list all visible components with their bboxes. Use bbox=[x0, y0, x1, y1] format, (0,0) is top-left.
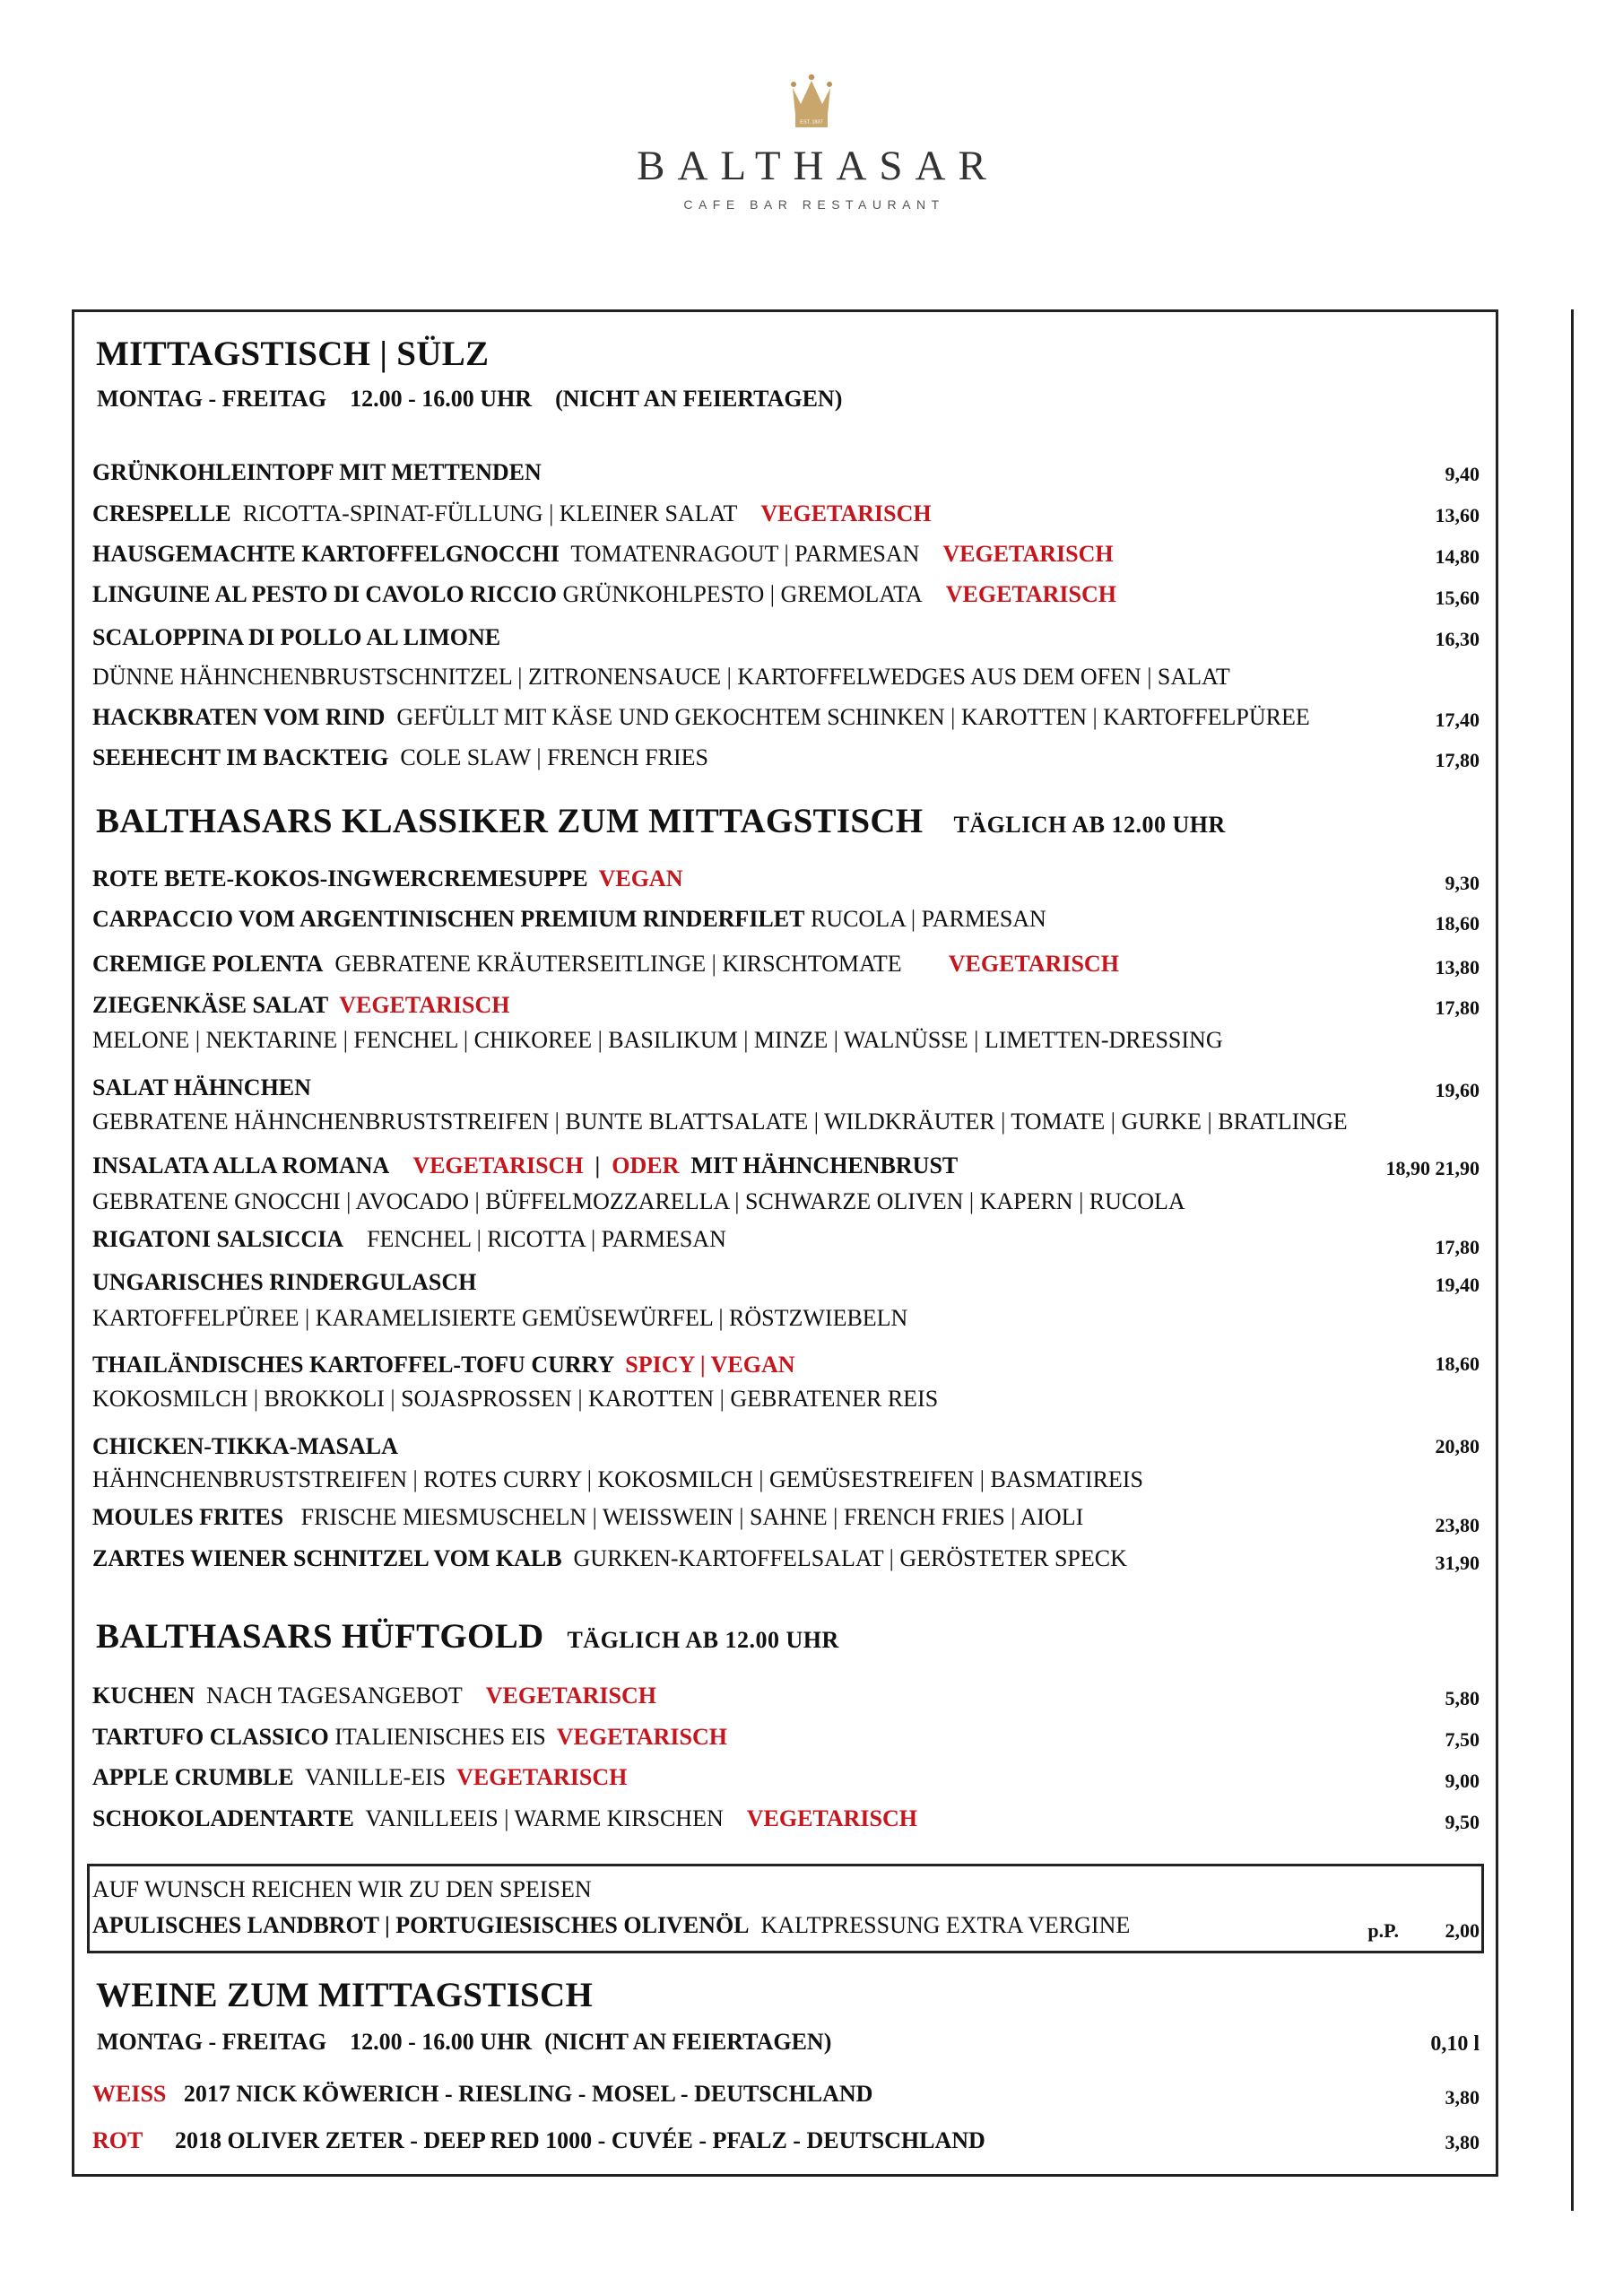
menu-item: CHICKEN-TIKKA-MASALA bbox=[92, 1433, 398, 1459]
item-description: KARTOFFELPÜREE | KARAMELISIERTE GEMÜSEWÜRFEL | RÖSTZWIEBELN bbox=[92, 1305, 908, 1331]
menu-item: INSALATA ALLA ROMANA VEGETARISCH | ODER MIT HÄHNCHENBRUST bbox=[92, 1152, 959, 1178]
item-price: 17,80 bbox=[1435, 749, 1480, 771]
item-price: 19,40 bbox=[1435, 1274, 1480, 1296]
menu-item: SCHOKOLADENTARTE VANILLEEIS | WARME KIRSCHEN VEGETARISCH bbox=[92, 1805, 917, 1831]
item-price: 9,40 bbox=[1445, 463, 1480, 485]
item-price: 16,30 bbox=[1435, 628, 1480, 650]
svg-text:EST. 1837: EST. 1837 bbox=[800, 119, 823, 126]
menu-item: SEEHECHT IM BACKTEIG COLE SLAW | FRENCH FRIES bbox=[92, 744, 708, 770]
menu-item: TARTUFO CLASSICO ITALIENISCHES EIS VEGETARISCH bbox=[92, 1724, 727, 1750]
menu-item: CRESPELLE RICOTTA-SPINAT-FÜLLUNG | KLEINER SALAT VEGETARISCH bbox=[92, 500, 932, 526]
bread-notice: AUF WUNSCH REICHEN WIR ZU DEN SPEISEN bbox=[92, 1876, 592, 1902]
menu-item: LINGUINE AL PESTO DI CAVOLO RICCIO GRÜNKOHLPESTO | GREMOLATA VEGETARISCH bbox=[92, 581, 1116, 607]
menu-item: ROTE BETE-KOKOS-INGWERCREMESUPPE VEGAN bbox=[92, 865, 683, 891]
menu-item: RIGATONI SALSICCIA FENCHEL | RICOTTA | PARMESAN bbox=[92, 1226, 726, 1252]
item-description: MELONE | NEKTARINE | FENCHEL | CHIKOREE | BASILIKUM | MINZE | WALNÜSSE | LIMETTEN-DRESSING bbox=[92, 1027, 1223, 1053]
menu-item: ZIEGENKÄSE SALAT VEGETARISCH bbox=[92, 992, 510, 1018]
menu-item: CARPACCIO VOM ARGENTINISCHEN PREMIUM RINDERFILET RUCOLA | PARMESAN bbox=[92, 906, 1046, 932]
brand-tagline: CAFE BAR RESTAURANT bbox=[683, 197, 945, 212]
item-price: 20,80 bbox=[1435, 1435, 1480, 1457]
item-price: 9,30 bbox=[1445, 872, 1480, 894]
item-price: 18,90 21,90 bbox=[1385, 1157, 1480, 1179]
menu-item: CREMIGE POLENTA GEBRATENE KRÄUTERSEITLINGE | KIRSCHTOMATE VEGETARISCH bbox=[92, 951, 1119, 977]
menu-item: THAILÄNDISCHES KARTOFFEL-TOFU CURRY SPICY | VEGAN bbox=[92, 1352, 795, 1378]
section-title-klassiker: BALTHASARS KLASSIKER ZUM MITTAGSTISCH TÄGLICH AB 12.00 UHR bbox=[96, 802, 1226, 840]
item-price: 31,90 bbox=[1435, 1552, 1480, 1574]
item-price: 14,80 bbox=[1435, 545, 1480, 568]
brand-name: BALTHASAR bbox=[637, 143, 999, 189]
item-price: 18,60 bbox=[1435, 1352, 1480, 1375]
bread-price: 2,00 bbox=[1445, 1919, 1480, 1942]
item-description: KOKOSMILCH | BROKKOLI | SOJASPROSSEN | KAROTTEN | GEBRATENER REIS bbox=[92, 1386, 939, 1412]
crown-icon bbox=[789, 74, 834, 129]
menu-item: KUCHEN NACH TAGESANGEBOT VEGETARISCH bbox=[92, 1683, 656, 1709]
menu-item: MOULES FRITES FRISCHE MIESMUSCHELN | WEISSWEIN | SAHNE | FRENCH FRIES | AIOLI bbox=[92, 1504, 1084, 1530]
menu-item: SCALOPPINA DI POLLO AL LIMONE bbox=[92, 624, 501, 650]
item-description: GEBRATENE HÄHNCHENBRUSTSTREIFEN | BUNTE BLATTSALATE | WILDKRÄUTER | TOMATE | GURKE | BRATLINGE bbox=[92, 1109, 1348, 1135]
item-price: 18,60 bbox=[1435, 912, 1480, 935]
bread-item: APULISCHES LANDBROT | PORTUGIESISCHES OLIVENÖL KALTPRESSUNG EXTRA VERGINE bbox=[92, 1912, 1131, 1938]
wine-item: ROT 2018 OLIVER ZETER - DEEP RED 1000 - CUVÉE - PFALZ - DEUTSCHLAND bbox=[92, 2127, 985, 2153]
item-price: 13,80 bbox=[1435, 956, 1480, 978]
item-price: 15,60 bbox=[1435, 587, 1480, 609]
section-title-weine: WEINE ZUM MITTAGSTISCH bbox=[96, 1976, 594, 2014]
menu-item: GRÜNKOHLEINTOPF MIT METTENDEN bbox=[92, 459, 542, 485]
item-price: 17,80 bbox=[1435, 996, 1480, 1019]
bread-unit: p.P. bbox=[1367, 1919, 1399, 1942]
section-title-mittagstisch: MITTAGSTISCH | SÜLZ bbox=[96, 335, 490, 373]
wine-price: 3,80 bbox=[1445, 2131, 1480, 2153]
menu-item: ZARTES WIENER SCHNITZEL VOM KALB GURKEN-KARTOFFELSALAT | GERÖSTETER SPECK bbox=[92, 1545, 1127, 1571]
weine-hours: MONTAG - FREITAG 12.00 - 16.00 UHR (NICHT AN FEIERTAGEN) bbox=[97, 2029, 832, 2055]
item-price: 9,50 bbox=[1445, 1811, 1480, 1833]
menu-item: HAUSGEMACHTE KARTOFFELGNOCCHI TOMATENRAGOUT | PARMESAN VEGETARISCH bbox=[92, 541, 1114, 567]
mittagstisch-hours: MONTAG - FREITAG 12.00 - 16.00 UHR (NICHT AN FEIERTAGEN) bbox=[97, 386, 843, 412]
wine-item: WEISS 2017 NICK KÖWERICH - RIESLING - MOSEL - DEUTSCHLAND bbox=[92, 2081, 873, 2107]
menu-item: UNGARISCHES RINDERGULASCH bbox=[92, 1269, 477, 1295]
item-price: 5,80 bbox=[1445, 1687, 1480, 1709]
wine-price: 3,80 bbox=[1445, 2086, 1480, 2109]
menu-item: HACKBRATEN VOM RIND GEFÜLLT MIT KÄSE UND GEKOCHTEM SCHINKEN | KAROTTEN | KARTOFFELPÜREE bbox=[92, 704, 1310, 730]
menu-item: APPLE CRUMBLE VANILLE-EIS VEGETARISCH bbox=[92, 1764, 628, 1790]
divider-line bbox=[1571, 309, 1574, 2211]
item-price: 7,50 bbox=[1445, 1728, 1480, 1751]
logo bbox=[0, 74, 1623, 212]
item-description: DÜNNE HÄHNCHENBRUSTSCHNITZEL | ZITRONENSAUCE | KARTOFFELWEDGES AUS DEM OFEN | SALAT bbox=[92, 664, 1230, 690]
item-price: 19,60 bbox=[1435, 1079, 1480, 1101]
wine-volume: 0,10 l bbox=[1430, 2032, 1480, 2056]
item-price: 9,00 bbox=[1445, 1770, 1480, 1792]
section-title-hueftgold: BALTHASARS HÜFTGOLD TÄGLICH AB 12.00 UHR bbox=[96, 1617, 839, 1656]
item-price: 17,80 bbox=[1435, 1236, 1480, 1258]
item-price: 17,40 bbox=[1435, 709, 1480, 731]
item-price: 13,60 bbox=[1435, 504, 1480, 526]
item-price: 23,80 bbox=[1435, 1514, 1480, 1536]
item-description: HÄHNCHENBRUSTSTREIFEN | ROTES CURRY | KOKOSMILCH | GEMÜSESTREIFEN | BASMATIREIS bbox=[92, 1466, 1143, 1492]
item-description: GEBRATENE GNOCCHI | AVOCADO | BÜFFELMOZZARELLA | SCHWARZE OLIVEN | KAPERN | RUCOLA bbox=[92, 1188, 1185, 1214]
menu-item: SALAT HÄHNCHEN bbox=[92, 1074, 311, 1100]
